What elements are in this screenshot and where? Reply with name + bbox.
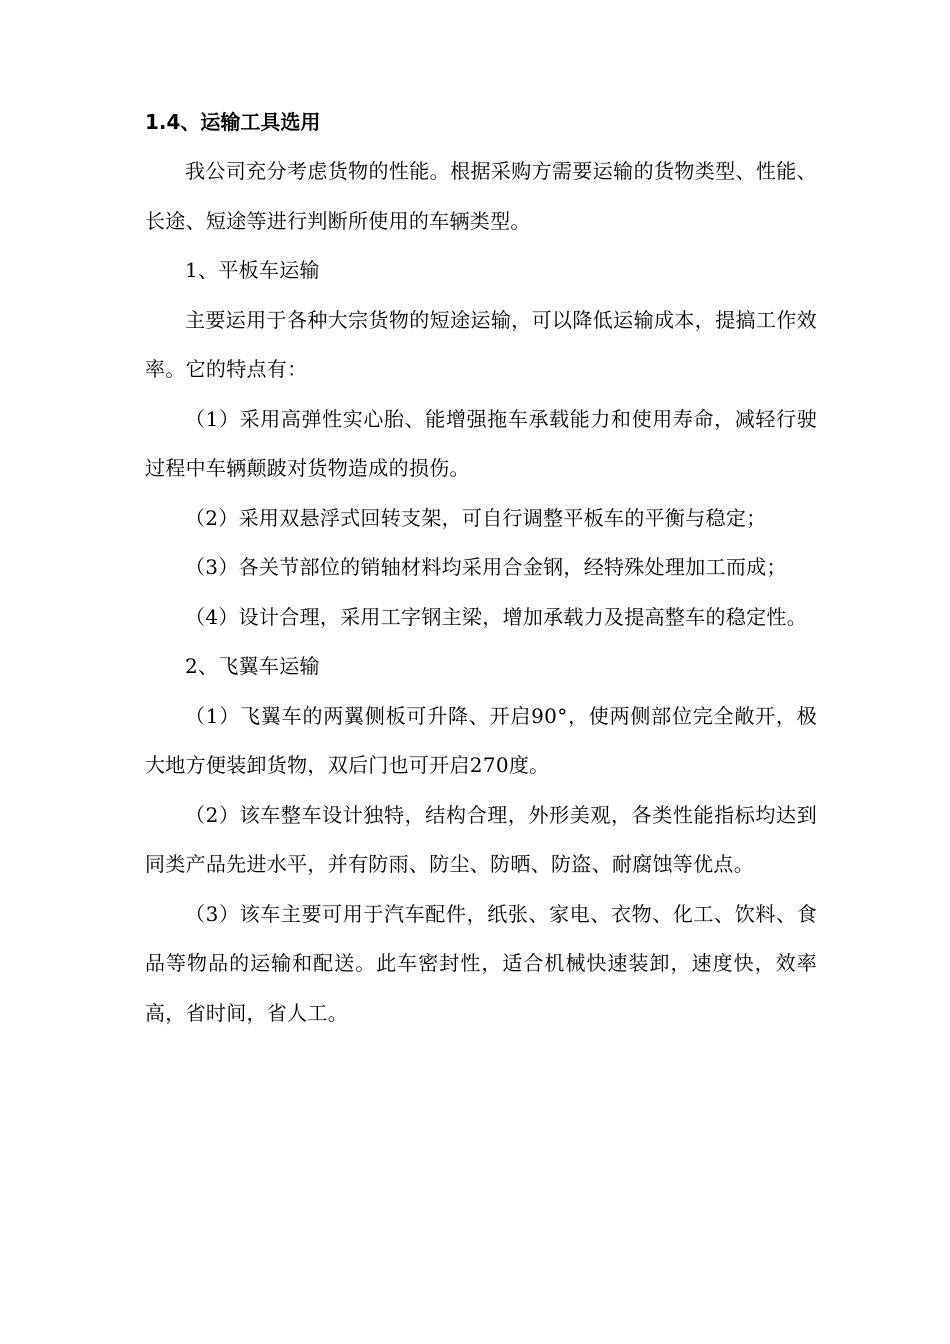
paragraph-flatbed-usage: 主要运用于各种大宗货物的短途运输，可以降低运输成本，提搞工作效率。它的特点有： [145,307,817,381]
document-page [145,98,817,1038]
paragraph-flatbed-feature-2: （2）采用双悬浮式回转支架，可自行调整平板车的平衡与稳定； [185,505,767,530]
subheading-wing-van: 2、飞翼车运输 [185,654,320,678]
subheading-flatbed: 1、平板车运输 [185,258,320,282]
paragraph-flatbed-feature-4: （4）设计合理，采用工字钢主梁，增加承载力及提高整车的稳定性。 [185,604,808,629]
paragraph-flatbed-feature-3: （3）各关节部位的销轴材料均采用合金钢，经特殊处理加工而成； [185,555,787,579]
paragraph-flatbed-feature-1: （1）采用高弹性实心胎、能增强拖车承载能力和使用寿命，减轻行驶过程中车辆颠跛对货物造成的损伤。 [145,406,817,480]
paragraph-intro: 我公司充分考虑货物的性能。根据采购方需要运输的货物类型、性能、长途、短途等进行判断所使用的车辆类型。 [145,159,817,233]
paragraph-wing-van-feature-3: （3）该车主要可用于汽车配件，纸张、家电、衣物、化工、饮料、食品等物品的运输和配送。此车密封性，适合机械快速装卸，速度快，效率高，省时间，省人工。 [145,901,817,1025]
section-heading: 1.4、运输工具选用 [145,110,321,134]
paragraph-wing-van-feature-2: （2）该车整车设计独特，结构合理，外形美观，各类性能指标均达到同类产品先进水平，并有防雨、防尘、防晒、防盗、耐腐蚀等优点。 [145,802,817,876]
paragraph-wing-van-feature-1: （1）飞翼车的两翼侧板可升降、开启90°，使两侧部位完全敞开，极大地方便装卸货物，双后门也可开启270度。 [145,703,817,777]
